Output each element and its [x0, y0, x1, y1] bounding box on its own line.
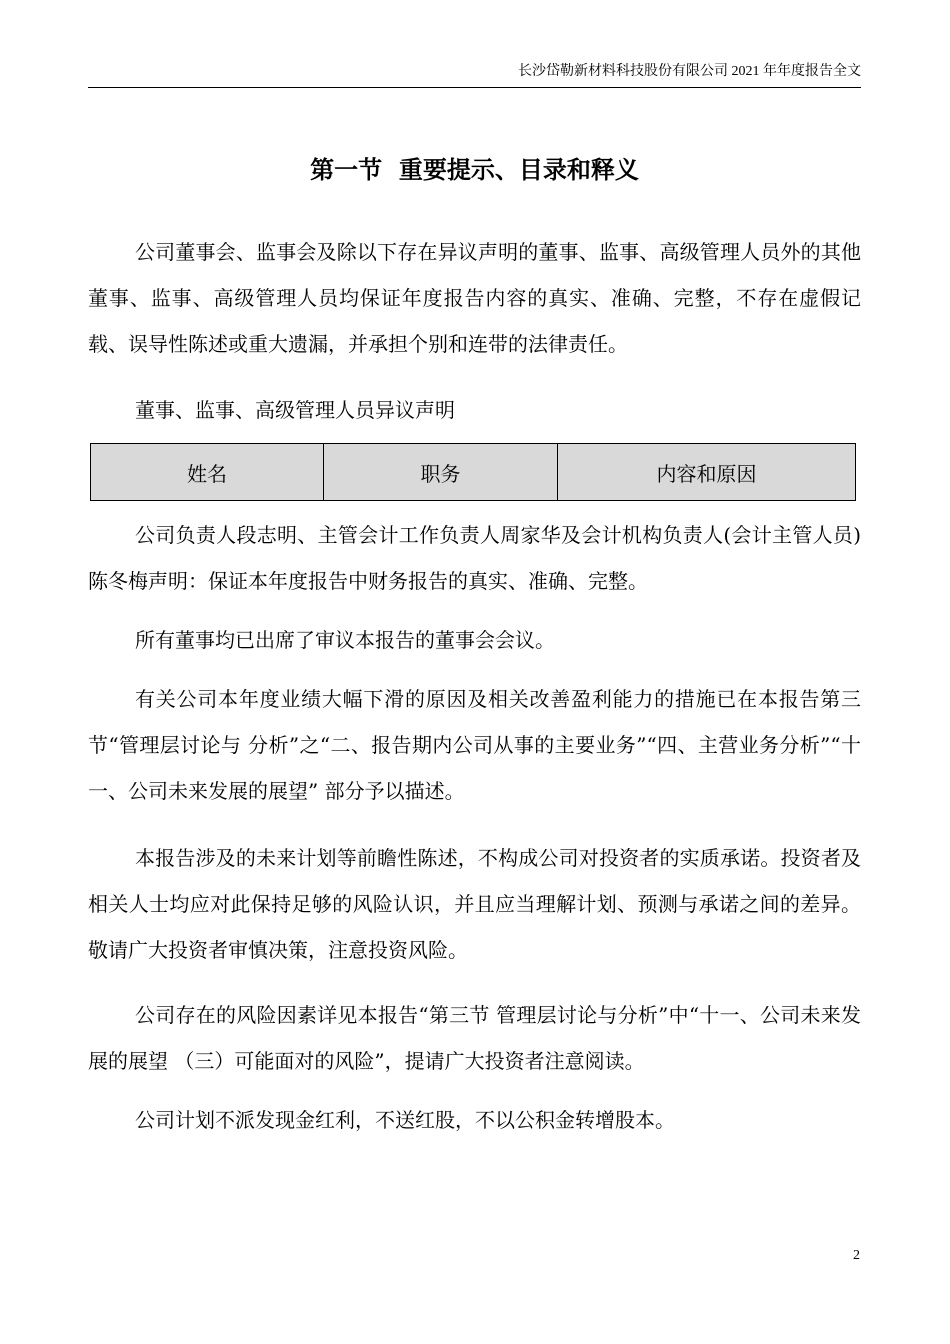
- column-header-position: 职务: [324, 444, 558, 501]
- running-header: 长沙岱勒新材料科技股份有限公司 2021 年年度报告全文: [518, 64, 861, 79]
- header-rule: [88, 87, 861, 88]
- forward-looking-paragraph: 本报告涉及的未来计划等前瞻性陈述，不构成公司对投资者的实质承诺。投资者及相关人士均应对此保持足够的风险认识，并且应当理解计划、预测与承诺之间的差异。敬请广大投资者审慎决策，注意投资风险。: [88, 846, 861, 962]
- section-title: 第一节 重要提示、目录和释义: [310, 155, 639, 184]
- dividend-plan-paragraph: 公司计划不派发现金红利，不送红股，不以公积金转增股本。: [135, 1108, 675, 1132]
- attendance-paragraph: 所有董事均已出席了审议本报告的董事会会议。: [135, 628, 555, 652]
- objection-heading: 董事、监事、高级管理人员异议声明: [135, 398, 455, 422]
- page-number: 2: [853, 1248, 860, 1263]
- column-header-content-reason: 内容和原因: [558, 444, 856, 501]
- performance-decline-paragraph: 有关公司本年度业绩大幅下滑的原因及相关改善盈利能力的措施已在本报告第三节“管理层讨论与 分析”之“二、报告期内公司从事的主要业务”“四、主营业务分析”“十一、公司未来发展的展望” 部分予以描述。: [88, 687, 861, 803]
- board-statement-paragraph: 公司董事会、监事会及除以下存在异议声明的董事、监事、高级管理人员外的其他董事、监事、高级管理人员均保证年度报告内容的真实、准确、完整，不存在虚假记载、误导性陈述或重大遗漏，并承担个别和连带的法律责任。: [88, 240, 861, 356]
- risk-factors-paragraph: 公司存在的风险因素详见本报告“第三节 管理层讨论与分析”中“十一、公司未来发展的展望 （三）可能面对的风险”，提请广大投资者注意阅读。: [88, 1003, 861, 1073]
- objection-table: [90, 443, 856, 501]
- objection-table-header-row: [91, 444, 856, 501]
- responsible-persons-paragraph: 公司负责人段志明、主管会计工作负责人周家华及会计机构负责人(会计主管人员)陈冬梅声明：保证本年度报告中财务报告的真实、准确、完整。: [88, 523, 861, 593]
- column-header-name: 姓名: [91, 444, 324, 501]
